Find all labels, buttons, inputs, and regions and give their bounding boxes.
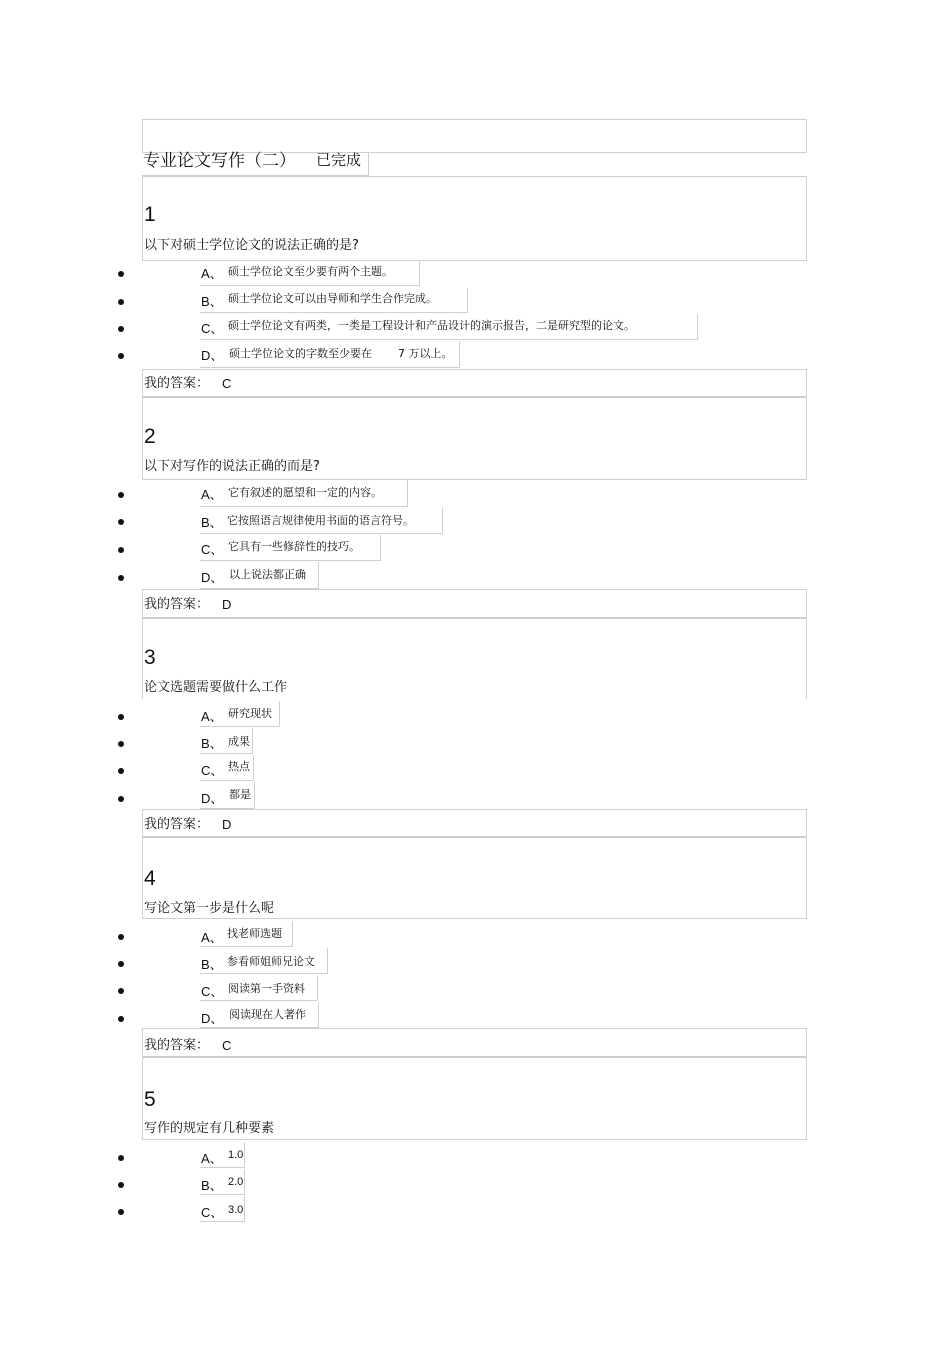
- page-title: 专业论文写作（二）: [143, 151, 296, 171]
- bullet: [118, 575, 124, 581]
- option-letter: A、: [201, 709, 223, 724]
- bullet: [118, 1016, 124, 1022]
- option-text: 都是: [229, 788, 251, 801]
- option-letter: D、: [201, 1011, 224, 1026]
- option-text: 硕士学位论文的字数至少要在: [229, 347, 372, 360]
- option-letter: A、: [201, 1151, 223, 1166]
- answer-value: C: [222, 1038, 232, 1053]
- answer-label: 我的答案：: [144, 597, 210, 612]
- bullet: [118, 934, 124, 940]
- option-text: 它有叙述的愿望和一定的内容。: [228, 486, 382, 499]
- answer-label: 我的答案：: [144, 1038, 210, 1053]
- option-letter: C、: [201, 763, 224, 778]
- option-text: 研究现状: [228, 707, 272, 720]
- option-text: 3.0: [228, 1204, 244, 1216]
- option-letter: A、: [201, 930, 223, 945]
- bullet: [118, 768, 124, 774]
- bullet: [118, 326, 124, 332]
- bullet: [118, 796, 124, 802]
- bullet: [118, 547, 124, 553]
- option-letter: C、: [201, 984, 224, 999]
- answer-label: 我的答案：: [144, 376, 210, 391]
- title-frame: [142, 153, 369, 176]
- question-number: 1: [144, 203, 156, 226]
- question-number: 5: [144, 1088, 156, 1111]
- bullet: [118, 1209, 124, 1215]
- option-letter: B、: [201, 736, 223, 751]
- option-text: 1.0: [228, 1149, 244, 1161]
- option-text: 阅读第一手资料: [228, 982, 305, 995]
- bullet: [118, 1155, 124, 1161]
- bullet: [118, 714, 124, 720]
- bullet: [118, 299, 124, 305]
- question-text: 以下对硕士学位论文的说法正确的是?: [144, 238, 359, 253]
- question-number: 3: [144, 646, 156, 669]
- option-text: 硕士学位论文可以由导师和学生合作完成。: [228, 292, 437, 305]
- option-text: 硕士学位论文有两类，一类是工程设计和产品设计的演示报告，二是研究型的论文。: [228, 319, 635, 332]
- bullet: [118, 741, 124, 747]
- option-letter: D、: [201, 570, 224, 585]
- option-text: 成果: [228, 735, 250, 748]
- question-text: 写论文第一步是什么呢: [144, 901, 275, 916]
- question-text: 写作的规定有几种要素: [144, 1121, 275, 1136]
- option-text: 参看师姐师兄论文: [227, 955, 315, 968]
- option-letter: B、: [201, 1178, 223, 1193]
- option-text: 2.0: [228, 1176, 244, 1188]
- answer-frame: [142, 1028, 807, 1057]
- option-letter: A、: [201, 487, 223, 502]
- option-letter: B、: [201, 957, 223, 972]
- option-letter: D、: [201, 791, 224, 806]
- answer-value: C: [222, 376, 232, 391]
- answer-value: D: [222, 817, 232, 832]
- option-letter: B、: [201, 515, 223, 530]
- option-text: 以上说法都正确: [229, 568, 306, 581]
- option-text: 它按照语言规律使用书面的语言符号。: [227, 514, 414, 527]
- option-text: 热点: [228, 760, 250, 773]
- option-letter: C、: [201, 542, 224, 557]
- option-text: 阅读现在人著作: [229, 1008, 306, 1021]
- question-number: 4: [144, 867, 156, 890]
- bullet: [118, 271, 124, 277]
- answer-frame: [142, 809, 807, 837]
- bullet: [118, 988, 124, 994]
- top-frame: [142, 119, 807, 153]
- bullet: [118, 519, 124, 525]
- option-letter: C、: [201, 1205, 224, 1220]
- bullet: [118, 961, 124, 967]
- bullet: [118, 353, 124, 359]
- answer-frame: [142, 369, 807, 397]
- option-text: 它具有一些修辞性的技巧。: [228, 540, 360, 553]
- question-text: 以下对写作的说法正确的而是?: [144, 459, 320, 474]
- question-text: 论文选题需要做什么工作: [144, 680, 288, 695]
- option-text: 硕士学位论文至少要有两个主题。: [228, 265, 393, 278]
- option-text: 找老师选题: [227, 927, 282, 940]
- question-number: 2: [144, 425, 156, 448]
- option-letter: D、: [201, 348, 224, 363]
- option-letter: C、: [201, 321, 224, 336]
- answer-value: D: [222, 597, 232, 612]
- bullet: [118, 1182, 124, 1188]
- option-letter: B、: [201, 294, 223, 309]
- answer-label: 我的答案：: [144, 817, 210, 832]
- option-text-extra: 7 万以上。: [398, 347, 453, 360]
- bullet: [118, 492, 124, 498]
- status-label: 已完成: [316, 151, 362, 169]
- option-letter: A、: [201, 266, 223, 281]
- answer-frame: [142, 589, 807, 618]
